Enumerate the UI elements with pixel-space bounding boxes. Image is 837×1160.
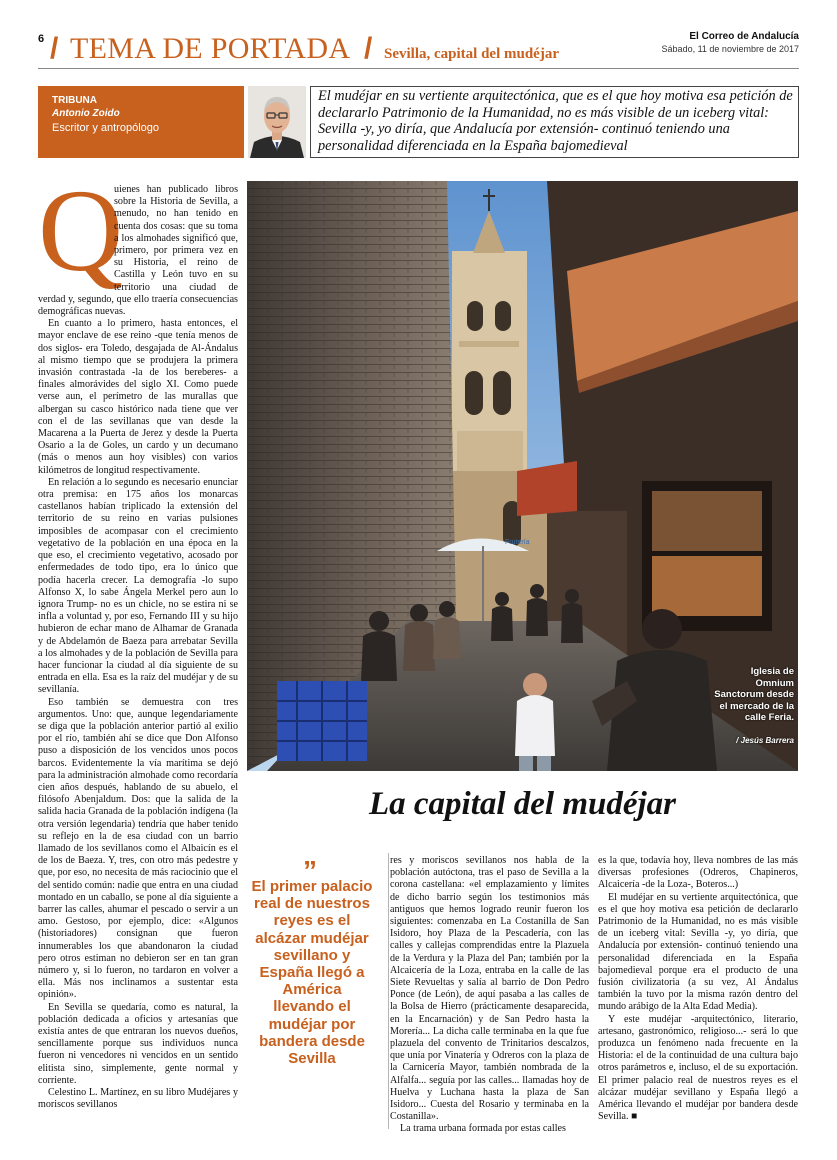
pull-quote: El primer palacio real de nuestros reyes es el alcázar mudéjar sevillano y España llegó a América llevando el mudéjar por bandera desde Sevilla (251, 878, 373, 1068)
drop-cap-space (38, 184, 114, 292)
paragraph: El mudéjar en su vertiente arquitectónica, que es el que hoy motiva esa petición de declararlo Patrimonio de la Humanidad, no es más visible de un iceberg vital: Sevilla -y, yo diría, que Andalucía por extensión- continuó teniendo una personalidad diferenciada en la España bajomedieval porque era el producto de una fusión civilizatoria (a su vez, Al Ándalus también la tuvo por la misma razón dentro del mundo arábigo de la Alta Edad Media). (598, 891, 798, 1013)
page-number: 6 (38, 33, 45, 45)
column-divider (388, 853, 389, 1129)
article-column-1 (38, 184, 238, 1136)
section-slash-left: / (50, 32, 59, 65)
author-portrait (248, 86, 306, 158)
article-column-4 (598, 855, 798, 1135)
byline-author: Antonio Zoido (52, 108, 120, 119)
paragraph: La trama urbana formada por estas calles (400, 1123, 566, 1135)
article-headline: La capital del mudéjar (368, 786, 677, 822)
photo-caption: Iglesia de Omnium Sanctorum desde el mercado de la calle Feria. (714, 666, 794, 723)
paragraph: es la que, todavía hoy, lleva nombres de las más diversas profesiones (Odreros, Chapineros, Alcaicería -de la Loza-, Boteros...) (598, 855, 798, 891)
newspaper-name: El Correo de Andalucía (689, 31, 799, 42)
byline-label: TRIBUNA (52, 95, 97, 106)
paragraph: Y este mudéjar -arquitectónico, literario, artesano, gastronómico, religioso...- será lo que produzca un fenómeno nada frecuente en la Historia: el de la continuidad de una cultura bajo otros parámetros e, incluso, el de su exportación. El primer palacio real de nuestros reyes es el alcázar mudéjar sevillano y España llegó a América llevando el mudéjar por bandera desde Sevilla. ■ (598, 1013, 798, 1123)
photo-credit: / Jesús Barrera (736, 736, 794, 745)
issue-date: Sábado, 11 de noviembre de 2017 (661, 44, 799, 54)
quote-mark-icon: ” (303, 855, 317, 886)
paragraph: uienes han publicado libros sobre la Historia de Sevilla, a menudo, no han tenido en cuenta dos cosas: que su toma a los almohades significó que, primero, por primera vez en su Historia, el reino de Castilla y León tuvo en su territorio una ciudad de verdad y, segundo, que ello traería consecuencias demográficas nuevas. (38, 184, 238, 318)
section-slash-right: / (364, 32, 373, 65)
market-sign: Frutería (505, 539, 530, 546)
header-divider (38, 68, 799, 69)
paragraph: res y moriscos sevillanos nos habla de la población autóctona, tras el paso de Sevilla a la corona castellana: «el emplazamiento y límites de dicho barrio según los testimonios más antiguos que hemos logrado reunir fueron los siguientes: comenzaba en La Costanilla de San Isidoro, hoy Plaza de la Pescadería, con las calles y callejas comprendidas entre la Plazuela de la Verdura y la Plaza del Pan; también por la Alcaicería de la Loza, entraba en la calle de las Siete Revueltas y salía al barrio de Don Pedro Ponce (de León), de aquí pasaba a las calles de la Bolsa de Hierro (prácticamente desaparecida, en la Encarnación) y de San Pedro hasta la Morería... La dicha calle terminaba en la que fue plazuela del convento de Trinitarios descalzos, que unía por Vinatería y Odreros con la plaza de la Carnicería Mayor, también nombrada de la Alfalfa... seguía por las calles... llamadas hoy de Huelva y Luchana hasta la plaza de San Isidoro... Cuesta del Rosario y terminaba en la Costanilla». (390, 855, 589, 1123)
paragraph: Celestino L. Martínez, en su libro Mudéjares y moriscos sevillanos (38, 1087, 238, 1111)
lead-quote: El mudéjar en su vertiente arquitectónica, que es el que hoy motiva esa petición de declararlo Patrimonio de la Humanidad, no es más visible de un iceberg vital: Sevilla -y, yo diría, que Andalucía por extensión- continuó teniendo una personalidad diferenciada en la España bajomedieval (318, 88, 793, 154)
paragraph: Eso también se demuestra con tres argumentos. Uno: que, aunque legendariamente se diga que la población anterior partió al exilio por el río, también ahí se dice que Don Alfonso puso a disposición de los vencidos unos pocos barcos. Evidentemente la vía marítima se dejó para la administración almohade como recordaría cien años después, hablando de su abuelo, el filósofo Abenjaldum. Dos: que la salida de la salida hacia Granada de la población indígena (la otra versión legendaria) tendría que haber tenido su reflejo en la de esa ciudad con un barrio llamado de los sevillanos como el Albaicín es el de los de Baeza. Y, tres, con otro más pedestre y que, por eso, no necesita de más raciocinio que el del sentido común: nadie que entra en una ciudad montado en un caballo, se pone al día siguiente a barrer las calles, ahumar el pescado o servir a un amo. Gestoso, por ejemplo, dice: «Algunos (historiadores) consignan que fueron innumerables los que abandonaron la ciudad pero otros estiman no debieron ser en tan gran número y, si lo fueron, no tardaron en volver a ella. Más nos inclinamos a sustentar esta opinión». (38, 696, 238, 1001)
drop-cap: Q (38, 165, 124, 296)
paragraph: En Sevilla se quedaría, como es natural, la población dedicada a oficios y artesanías que existía antes de que entraran los nuevos dueños, sencillamente porque sus individuos nunca fueron ni vencedores ni vencidos en un sentido elitista sino, simplemente, gente normal y corriente. (38, 1001, 238, 1086)
article-column-3 (390, 855, 589, 1135)
byline-role: Escritor y antropólogo (52, 122, 159, 134)
paragraph: En cuanto a lo primero, hasta entonces, el mayor enclave de ese reino -que tenía menos de dos siglos- era Toledo, desgajada de Al-Ándalus al mismo tiempo que se produjera la primera invasión contrastada -la de los bereberes- a finales almorávides del siglo XI. Como puede verse aun, el perímetro de las murallas que albergan su casco histórico nada tiene que ver con el de las sevillanas que van desde la Macarena a la Puerta de Jerez y desde la Puerta Osario a la de Goles, un cardo y un decumano (más o menos aun hoy visibles) con varios kilómetros de longitud respectivamente. (38, 318, 238, 476)
author-portrait-image (248, 86, 306, 158)
section-title: TEMA DE PORTADA (70, 32, 351, 65)
section-subtitle: Sevilla, capital del mudéjar (384, 46, 559, 62)
byline-box (38, 86, 244, 158)
paragraph: En relación a lo segundo es necesario enunciar otra premisa: en 175 años los monarcas castellanos habían triplicado la extensión del territorio de su reino en varias pulsiones imposibles de acompasar con el crecimiento vegetativo de la población en una época en la que eso, el crecimiento vegetativo, acosado por enfermedades de todo tipo, era lo único que podía hacerla crecer. La demografía -lo supo Alfonso X, lo sabe Ángela Merkel pero aun lo ignora Trump- no es un chicle, no se estira ni se infla a voluntad y, por eso, Fernando III y su hijo hubieron de echar mano de Alhamar de Granada y de Abdelamón de Baeza para arrebatar Sevilla a los almohades y de la población de Sevilla para hacer funcionar la ciudad al día siguiente de su entrada en ella. Esa es la raíz del mudéjar y de su sevillanía. (38, 476, 238, 696)
